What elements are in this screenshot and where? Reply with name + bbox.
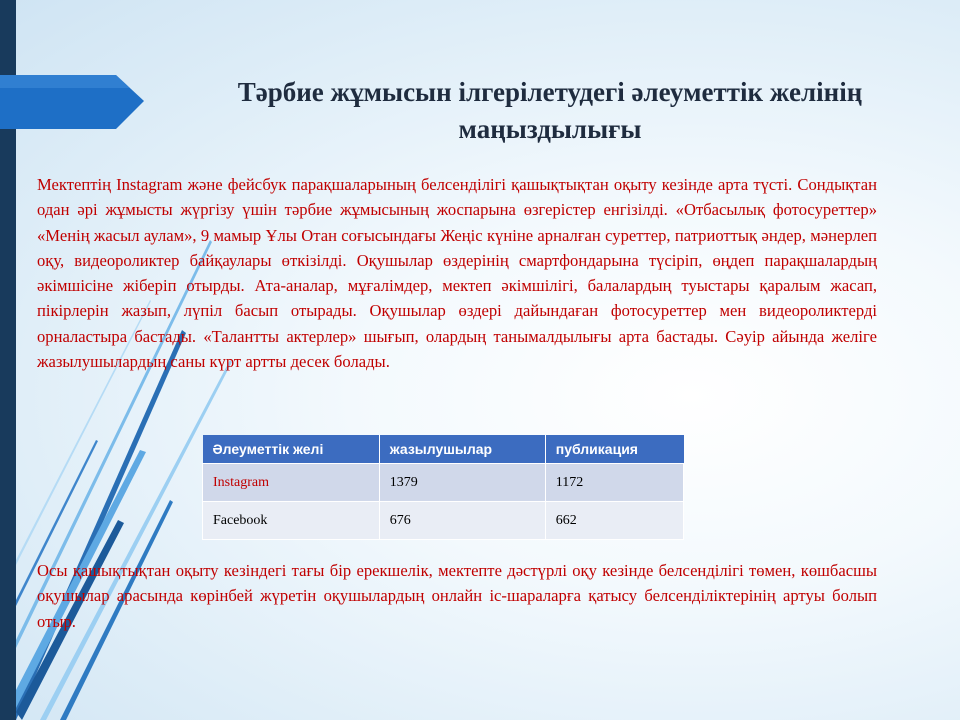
cell-network: Instagram — [203, 464, 380, 502]
table-header-row — [203, 435, 684, 464]
slide-title: Тәрбие жұмысын ілгерілетудегі әлеуметтік желінің маңыздылығы — [237, 77, 863, 144]
header-publications: публикация — [545, 435, 683, 464]
cell-network: Facebook — [203, 502, 380, 540]
table-row-instagram — [203, 464, 684, 502]
header-social-network: Әлеуметтік желі — [203, 435, 380, 464]
header-subscribers: жазылушылар — [379, 435, 545, 464]
social-network-table — [202, 435, 684, 540]
cell-publications: 662 — [545, 502, 683, 540]
cell-subscribers: 1379 — [379, 464, 545, 502]
cell-subscribers: 676 — [379, 502, 545, 540]
title-arrow-shape — [0, 0, 150, 160]
body-paragraph-1: Мектептің Instagram және фейсбук парақшаларының белсенділігі қашықтықтан оқыту кезінде арта түсті. Сондықтан одан әрі жұмысты жүргізу үшін тәрбие жұмысының жоспарына өзгерістер енгізілді. «Отбасылық фотосуреттер» «Менің жасыл аулам», 9 мамыр Ұлы Отан соғысындағы Жеңіс күніне арналған суреттер, патриоттық әндер, мәнерлеп оқу, видеороликтер байқаулары өткізілді. Оқушылар өздерінің смартфондарына түсіріп, өңдеп парақшалардың әкімшісіне жіберіп отырды. Ата-аналар, мұғалімдер, мектеп әкімшілігі, балалардың туыстары қаралым жасап, пікірлерін жазып, лүпіл басып отырады. Оқушылар өздері дайындаған фотосуреттер мен видеороликтерді орналастыра бастады. «Талантты актерлер» шығып, олардың танымалдылығы арта бастады. Сәуір айында желіге жазылушылардың саны күрт артты десек болады. — [37, 175, 877, 372]
cell-publications: 1172 — [545, 464, 683, 502]
table-row-facebook — [203, 502, 684, 540]
body-paragraph-2: Осы қашықтықтан оқыту кезіндегі тағы бір ерекшелік, мектепте дәстүрлі оқу кезінде белсенділігі төмен, көшбасшы оқушылар арасында көрінбей жүретін оқушылардың онлайн іс-шараларға қатысу белсенділіктерінің артуы болып отыр. — [37, 561, 877, 631]
